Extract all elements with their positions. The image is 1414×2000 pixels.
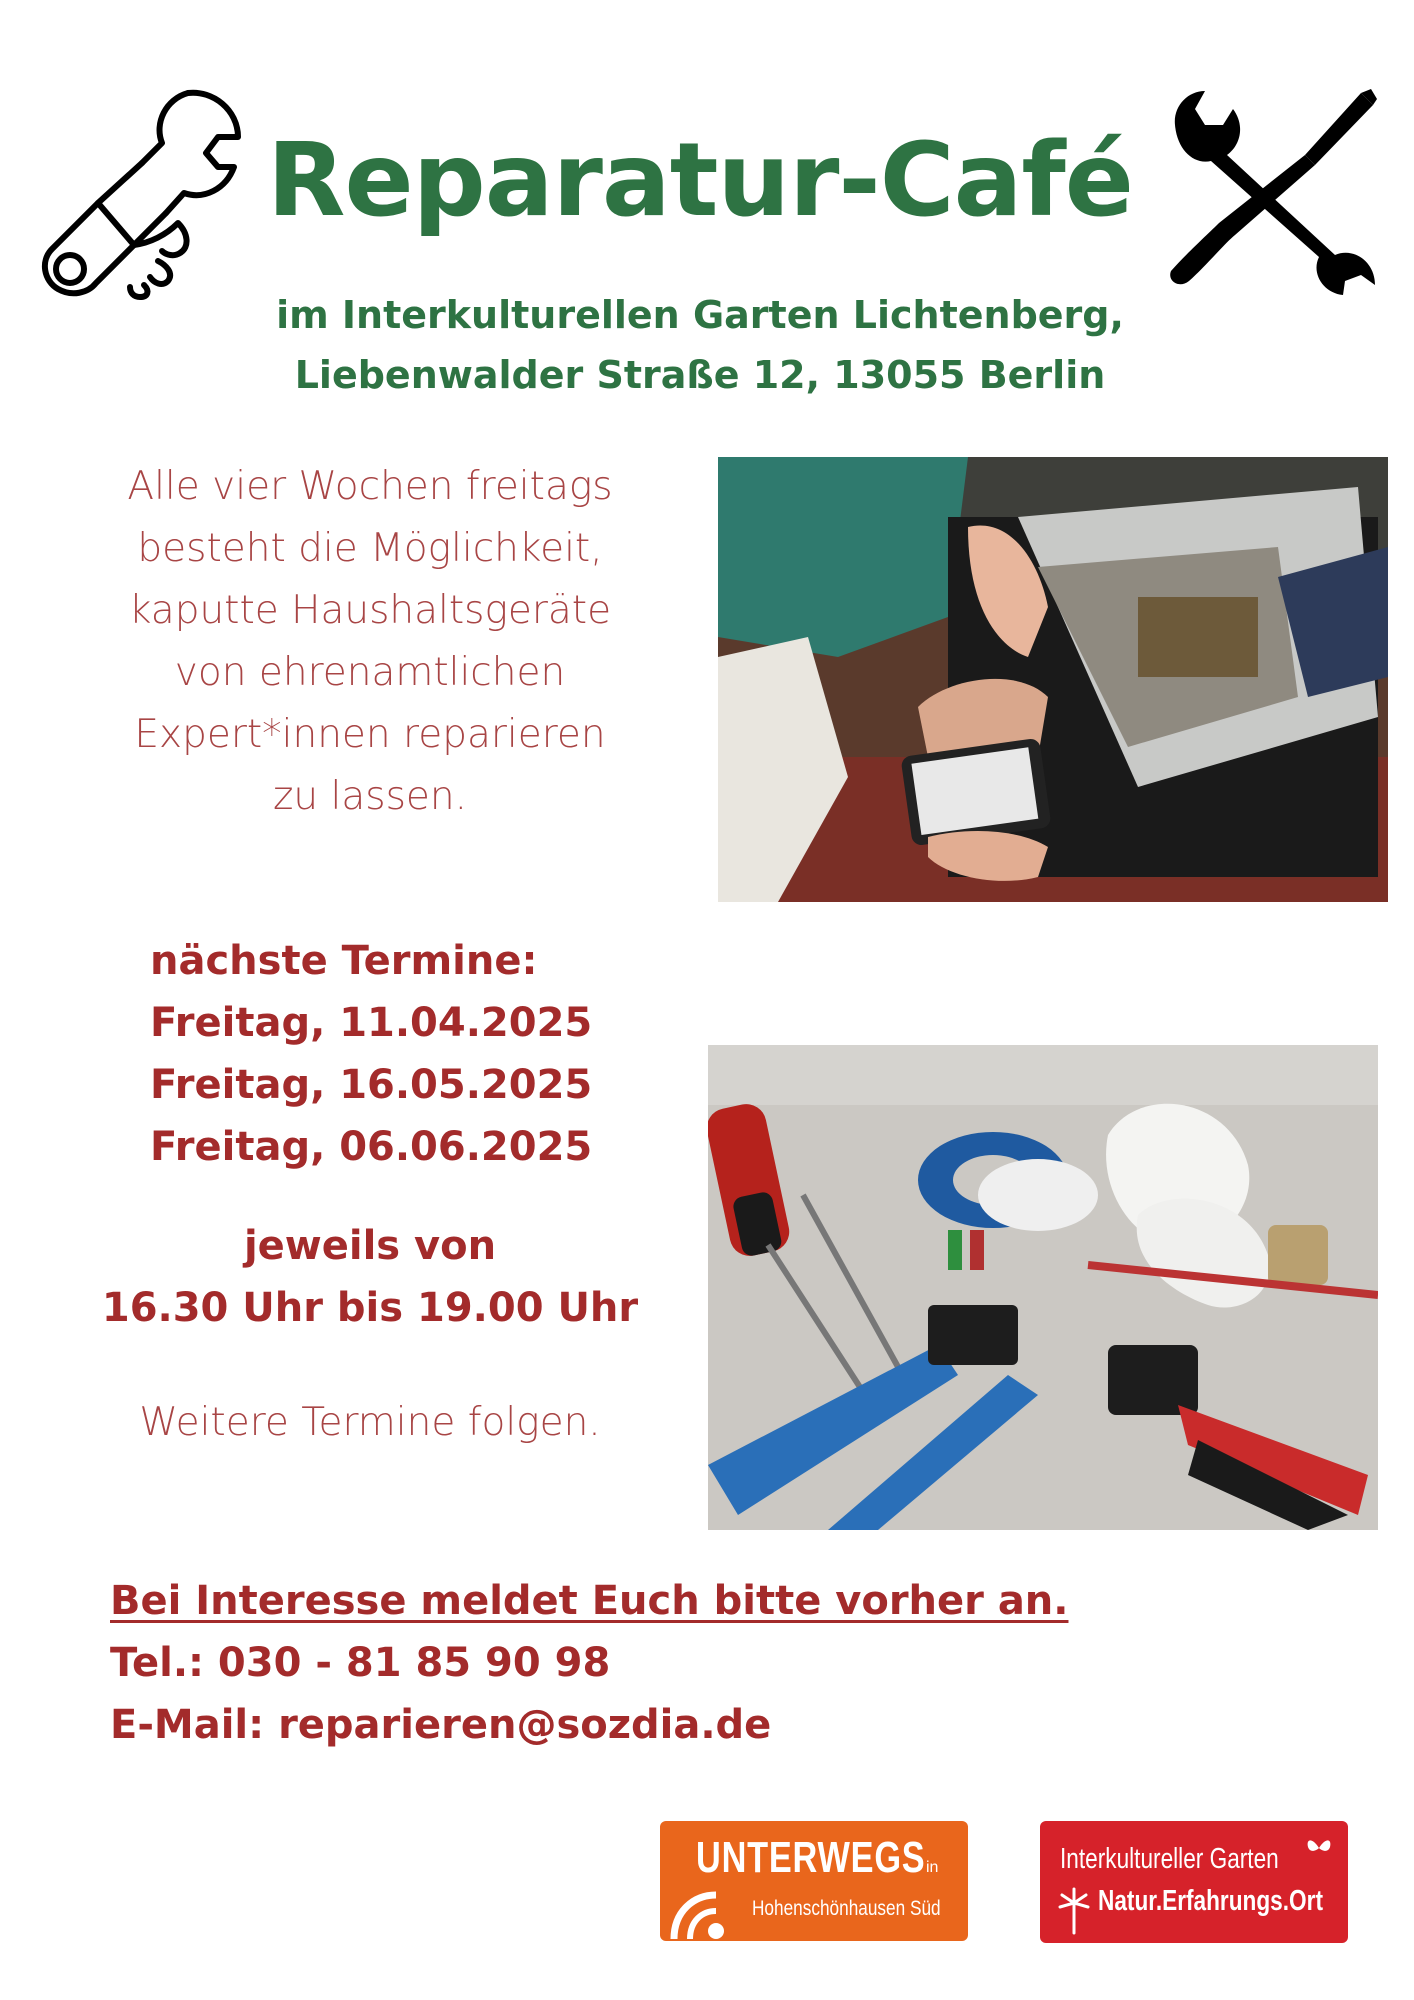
schedule [150,930,593,1178]
unterwegs-logo-main: UNTERWEGS [696,1833,926,1882]
description-line: besteht die Möglichkeit, [137,526,603,571]
flower-icon [1056,1887,1092,1937]
schedule-date: Freitag, 11.04.2025 [150,1000,593,1046]
contact-block [110,1570,1110,1756]
hours-line: 16.30 Uhr bis 19.00 Uhr [101,1285,639,1331]
schedule-date: Freitag, 16.05.2025 [150,1062,593,1108]
hours [90,1215,650,1339]
sun-arc-icon [668,1887,738,1939]
hours-line: jeweils von [243,1223,497,1269]
unterwegs-logo-sub: Hohenschönhausen Süd [752,1897,941,1920]
registration-call: Bei Interesse meldet Euch bitte vorher an. [110,1578,1069,1624]
schedule-date: Freitag, 06.06.2025 [150,1124,593,1170]
schedule-heading: nächste Termine: [150,938,538,984]
description [100,456,640,828]
venue-line-1: im Interkulturellen Garten Lichtenberg, [276,293,1124,337]
description-line: Alle vier Wochen freitags [127,464,613,509]
email-address[interactable]: E-Mail: reparieren@sozdia.de [110,1702,772,1748]
unterwegs-logo [660,1821,968,1941]
crossed-tools-icon [1165,85,1380,295]
garten-logo-line-1: Interkultureller Garten [1060,1843,1279,1875]
description-line: zu lassen. [272,774,468,819]
page-title: Reparatur-Café [267,121,1133,240]
butterfly-icon [1304,1835,1334,1861]
venue-line-2: Liebenwalder Straße 12, 13055 Berlin [294,353,1106,397]
unterwegs-logo-in: in [926,1859,939,1876]
phone-number: Tel.: 030 - 81 85 90 98 [110,1640,611,1686]
further-dates-note: Weitere Termine folgen. [139,1400,601,1445]
description-line: Expert*innen reparieren [134,712,606,757]
description-line: kaputte Haushaltsgeräte [128,588,612,633]
photo-computer-repair [718,457,1388,902]
description-line: von ehrenamtlichen [174,650,566,695]
garten-logo-line-2: Natur.Erfahrungs.Ort [1098,1885,1323,1917]
photo-tools [708,1045,1378,1530]
interkultureller-garten-logo [1040,1821,1348,1943]
